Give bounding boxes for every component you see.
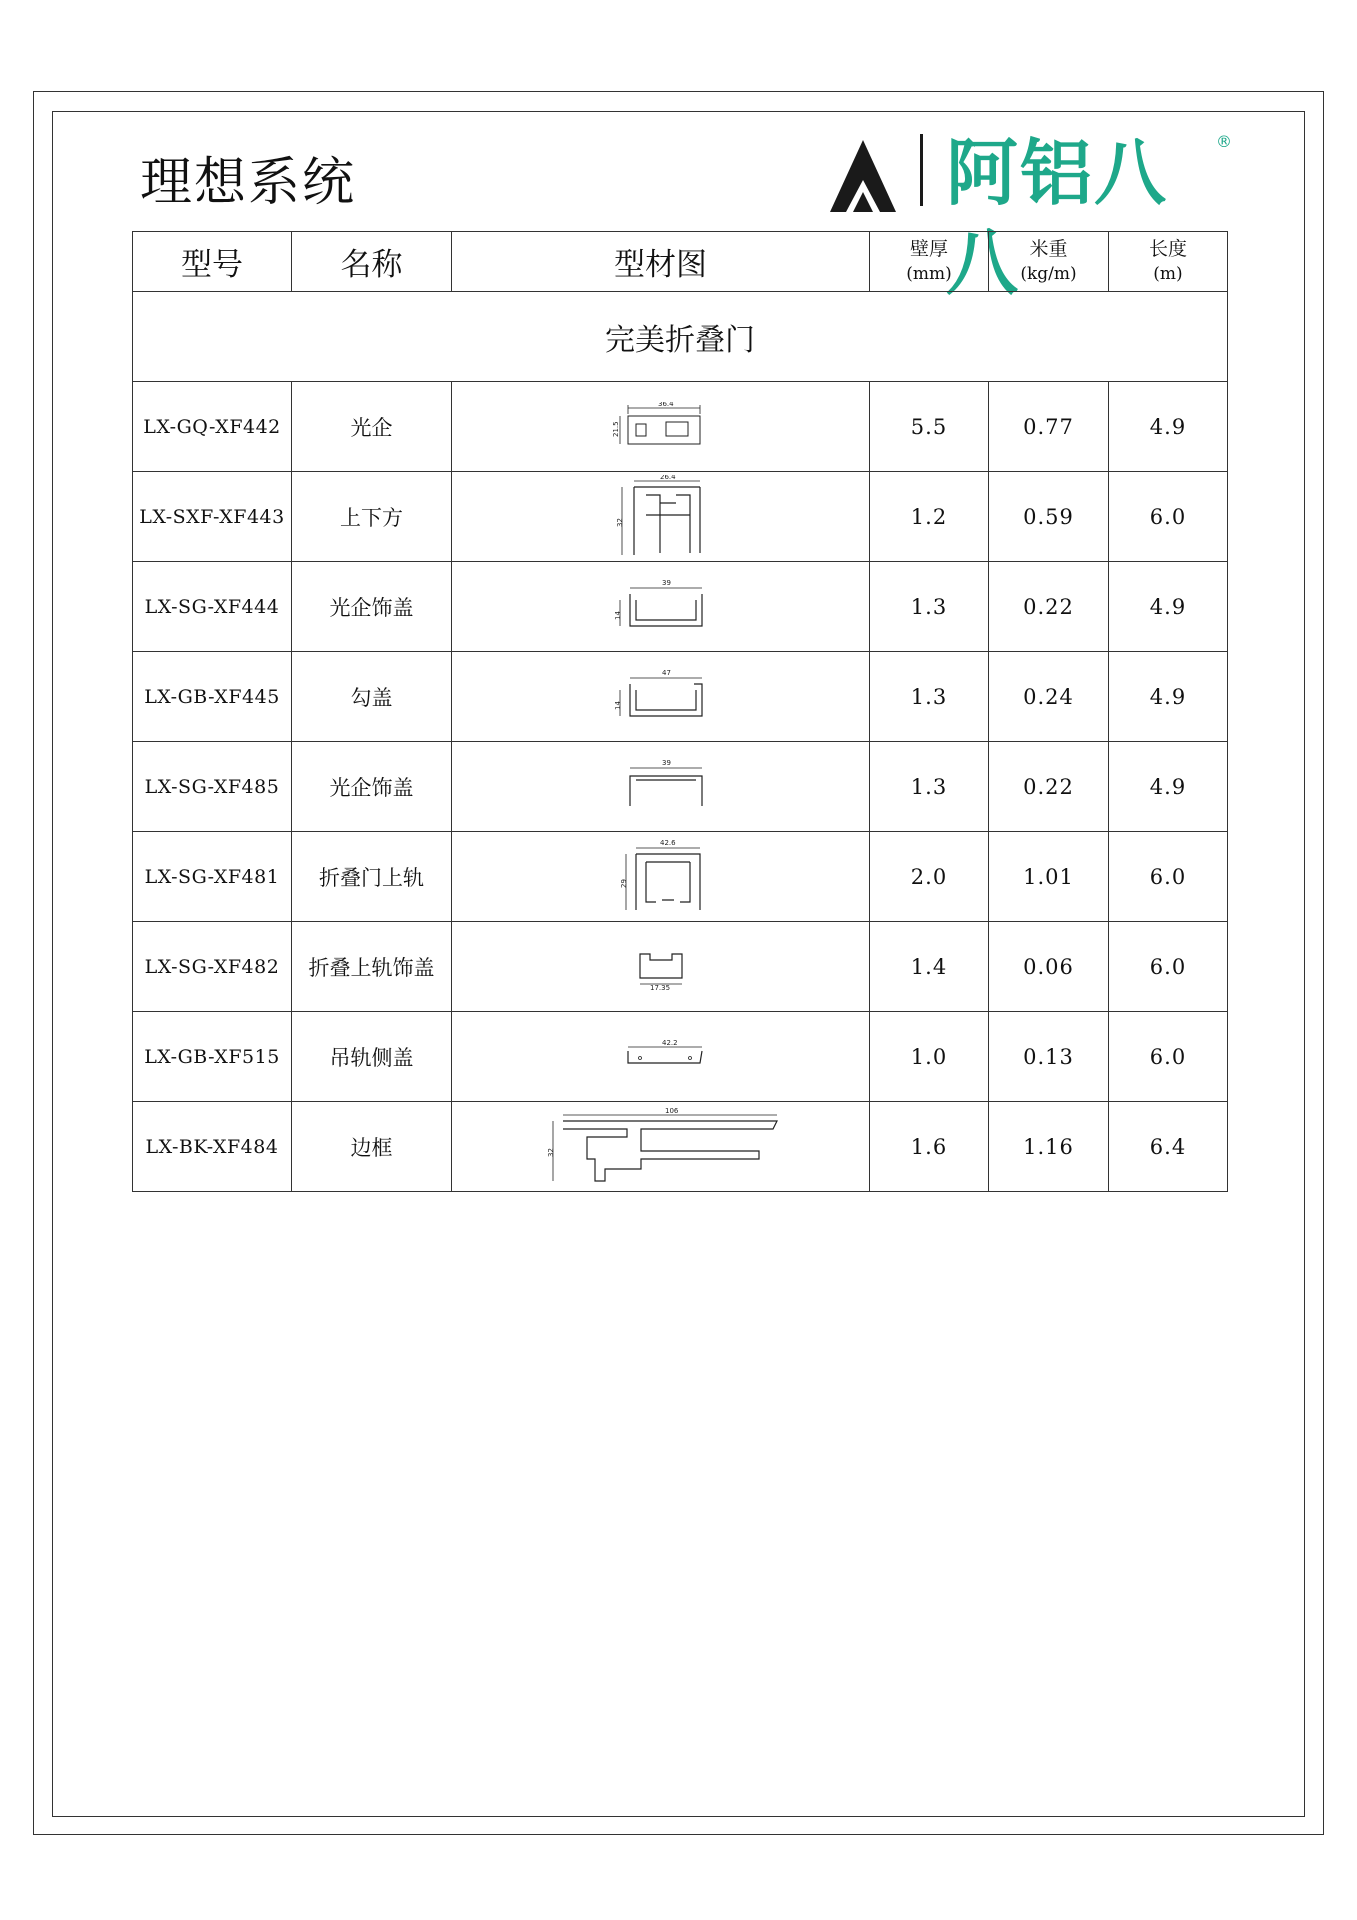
dim-label: 36.4 [657, 401, 674, 408]
cell-drawing [452, 472, 870, 562]
cell-name: 吊轨侧盖 [292, 1012, 452, 1102]
triangle-logo-icon [818, 136, 908, 216]
cell-model: LX-SXF-XF443 [133, 472, 292, 562]
header-weight-label: 米重 [1029, 237, 1068, 260]
table-row [133, 742, 1228, 832]
profile-drawing-xf482 [606, 942, 716, 992]
dim-label: 32 [615, 517, 624, 527]
dim-label: 26.4 [659, 474, 676, 481]
table-row [133, 922, 1228, 1012]
header-weight-unit: (kg/m) [1020, 263, 1077, 284]
cell-model: LX-SG-XF481 [133, 832, 292, 922]
cell-length: 4.9 [1109, 382, 1228, 472]
cell-thickness: 1.3 [870, 742, 989, 832]
cell-drawing [452, 382, 870, 472]
cell-thickness: 1.3 [870, 652, 989, 742]
cell-model: LX-SG-XF482 [133, 922, 292, 1012]
cell-model: LX-GQ-XF442 [133, 382, 292, 472]
cell-thickness: 2.0 [870, 832, 989, 922]
cell-thickness: 1.6 [870, 1102, 989, 1192]
dim-label: 14 [613, 700, 622, 710]
cell-length: 6.0 [1109, 1012, 1228, 1102]
dim-label: 17.35 [649, 983, 670, 992]
cell-name: 上下方 [292, 472, 452, 562]
cell-weight: 0.24 [989, 652, 1109, 742]
cell-model: LX-SG-XF444 [133, 562, 292, 652]
table-header-row [133, 232, 1228, 292]
header-length-unit: (m) [1153, 263, 1183, 284]
profile-drawing-xf443 [606, 475, 716, 559]
dim-label: 42.6 [659, 839, 676, 847]
cell-drawing [452, 832, 870, 922]
cell-weight: 1.01 [989, 832, 1109, 922]
cell-name: 光企 [292, 382, 452, 472]
header-length [1109, 232, 1228, 292]
cell-weight: 1.16 [989, 1102, 1109, 1192]
cell-weight: 0.06 [989, 922, 1109, 1012]
cell-weight: 0.59 [989, 472, 1109, 562]
section-row [133, 292, 1228, 382]
profile-drawing-xf484 [541, 1107, 781, 1187]
cell-drawing [452, 922, 870, 1012]
cell-name: 光企饰盖 [292, 562, 452, 652]
profile-drawing-xf481 [606, 840, 716, 914]
profile-drawing-xf515 [606, 1037, 716, 1077]
profile-drawing-xf485 [606, 760, 716, 814]
cell-model: LX-BK-XF484 [133, 1102, 292, 1192]
cell-drawing [452, 1012, 870, 1102]
header-drawing: 型材图 [452, 232, 870, 292]
dim-label: 32 [546, 1147, 555, 1157]
logo-divider [920, 134, 923, 206]
cell-name: 勾盖 [292, 652, 452, 742]
cell-length: 6.0 [1109, 922, 1228, 1012]
cell-length: 6.0 [1109, 472, 1228, 562]
dim-label: 39 [661, 759, 671, 767]
section-title: 完美折叠门 [133, 292, 1228, 382]
profile-drawing-xf444 [606, 580, 716, 634]
dim-label: 42.2 [661, 1038, 678, 1047]
header-thickness-label: 壁厚 [909, 237, 948, 260]
page-title: 理想系统 [140, 153, 357, 213]
cell-length: 4.9 [1109, 652, 1228, 742]
dim-label: 14 [613, 610, 622, 620]
dim-label: 39 [661, 579, 671, 587]
table-row [133, 1012, 1228, 1102]
cell-thickness: 1.0 [870, 1012, 989, 1102]
header-length-label: 长度 [1148, 237, 1187, 260]
header-thickness-unit: (mm) [906, 263, 952, 284]
dim-label: 106 [664, 1106, 678, 1115]
cell-name: 边框 [292, 1102, 452, 1192]
cell-drawing [452, 562, 870, 652]
header-thickness [870, 232, 989, 292]
cell-thickness: 5.5 [870, 382, 989, 472]
profile-drawing-xf442 [606, 402, 716, 452]
cell-thickness: 1.2 [870, 472, 989, 562]
cell-model: LX-SG-XF485 [133, 742, 292, 832]
table-row [133, 1102, 1228, 1192]
cell-length: 6.0 [1109, 832, 1228, 922]
cell-drawing [452, 652, 870, 742]
cell-length: 4.9 [1109, 562, 1228, 652]
table-row [133, 832, 1228, 922]
header-name: 名称 [292, 232, 452, 292]
cell-thickness: 1.4 [870, 922, 989, 1012]
table-row [133, 472, 1228, 562]
cell-length: 4.9 [1109, 742, 1228, 832]
registered-mark: ® [1216, 132, 1232, 151]
header-weight [989, 232, 1109, 292]
cell-name: 折叠门上轨 [292, 832, 452, 922]
cell-name: 折叠上轨饰盖 [292, 922, 452, 1012]
cell-weight: 0.77 [989, 382, 1109, 472]
table-row [133, 562, 1228, 652]
cell-weight: 0.13 [989, 1012, 1109, 1102]
dim-label: 47 [661, 669, 671, 677]
cell-thickness: 1.3 [870, 562, 989, 652]
table-row [133, 652, 1228, 742]
cell-weight: 0.22 [989, 742, 1109, 832]
header-model: 型号 [133, 232, 292, 292]
cell-model: LX-GB-XF515 [133, 1012, 292, 1102]
dim-label: 29 [619, 878, 628, 888]
cell-length: 6.4 [1109, 1102, 1228, 1192]
cell-drawing [452, 742, 870, 832]
cell-drawing [452, 1102, 870, 1192]
dim-label: 21.5 [611, 420, 620, 437]
profile-drawing-xf445 [606, 670, 716, 724]
brand-name: 阿铝八八 [946, 131, 1169, 305]
cell-model: LX-GB-XF445 [133, 652, 292, 742]
profile-spec-table [132, 231, 1228, 1192]
cell-weight: 0.22 [989, 562, 1109, 652]
table-row [133, 382, 1228, 472]
cell-name: 光企饰盖 [292, 742, 452, 832]
